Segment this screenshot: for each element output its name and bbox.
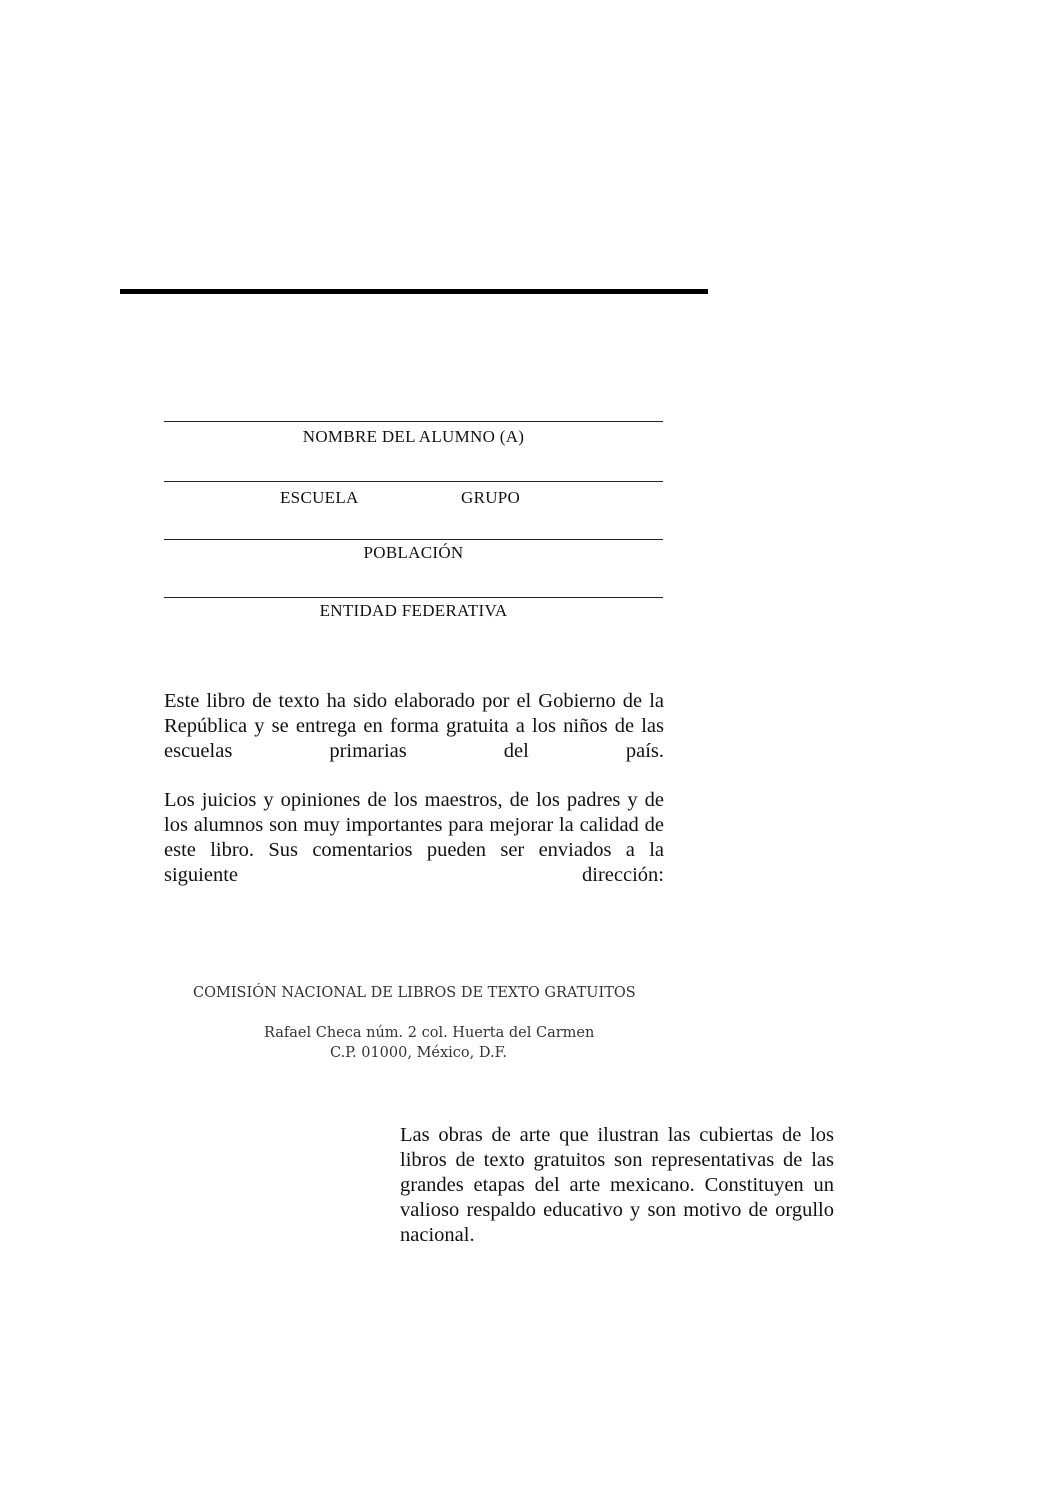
state-line[interactable] (164, 597, 663, 598)
group-label: GRUPO (461, 488, 521, 507)
header-rule (120, 289, 708, 294)
cover-art-note: Las obras de arte que ilustran las cubiertas de los libros de texto gratuitos son representativas de las grandes etapas del arte mexicano. Constituyen un valioso respaldo educativo y son motivo de orgullo nacional. (400, 1124, 834, 1246)
town-line[interactable] (164, 539, 663, 540)
student-name-line[interactable] (164, 421, 663, 422)
address-street: Rafael Checa núm. 2 col. Huerta del Carmen (264, 1025, 595, 1041)
address-organization: COMISIÓN NACIONAL DE LIBROS DE TEXTO GRATUITOS (193, 985, 636, 1001)
address-city: C.P. 01000, México, D.F. (330, 1045, 508, 1061)
student-name-label: NOMBRE DEL ALUMNO (A) (302, 427, 525, 446)
school-group-line[interactable] (164, 481, 663, 482)
town-label: POBLACIÓN (363, 543, 464, 562)
feedback-paragraph: Los juicios y opiniones de los maestros, de los padres y de los alumnos son muy importantes para mejorar la calidad de este libro. Sus comentarios pueden ser enviados a la siguiente dirección: (164, 789, 664, 886)
free-textbook-paragraph: Este libro de texto ha sido elaborado por el Gobierno de la República y se entrega en forma gratuita a los niños de las escuelas primarias del país. (164, 690, 664, 762)
school-label: ESCUELA (280, 488, 359, 507)
state-label: ENTIDAD FEDERATIVA (319, 601, 508, 620)
